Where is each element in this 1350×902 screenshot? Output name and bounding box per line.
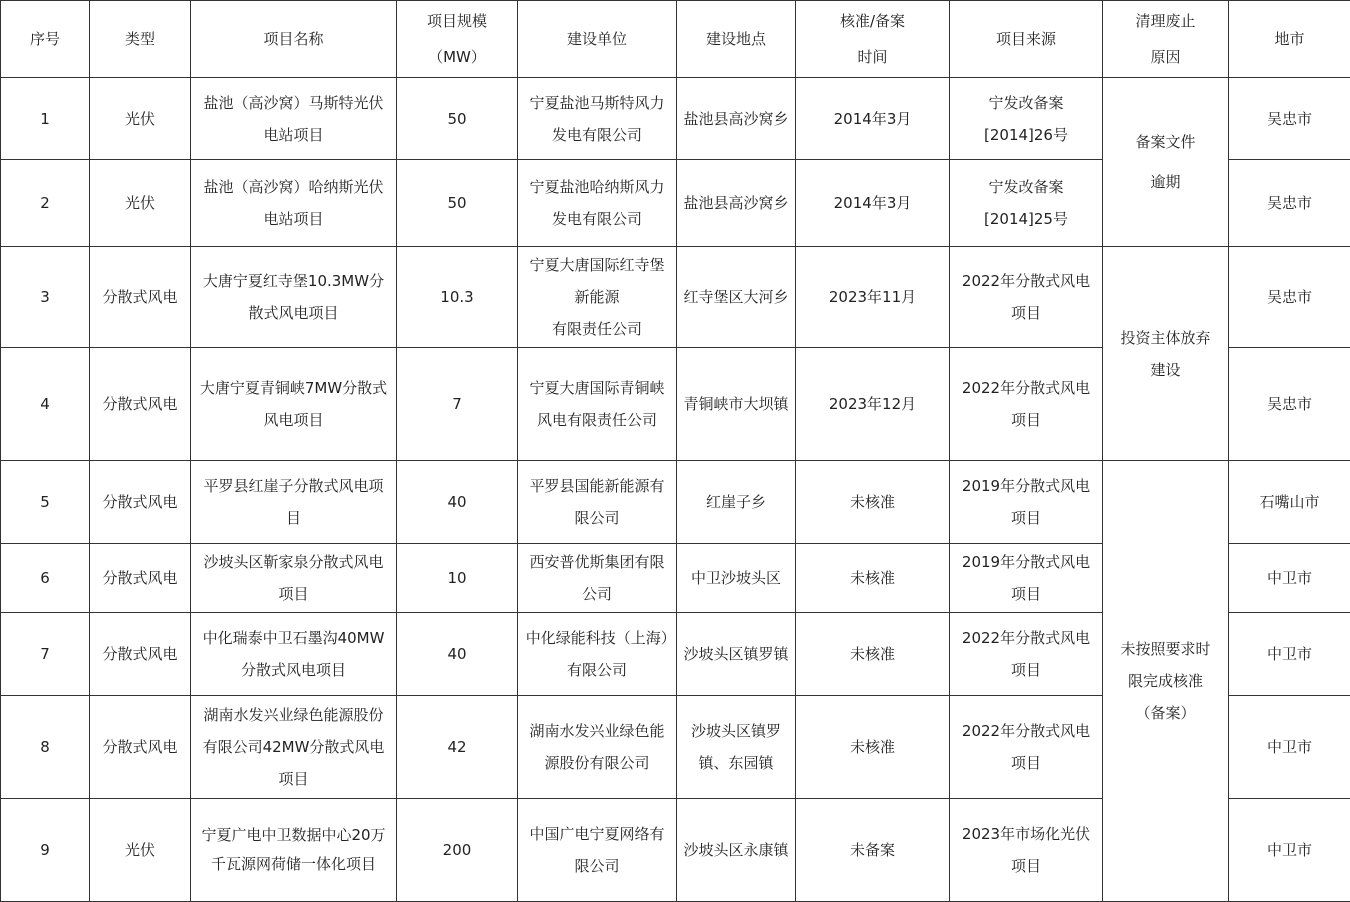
cell-source: 2022年分散式风电项目 — [950, 696, 1103, 799]
cell-reason-overdue: 未按照要求时 限完成核准 （备案） — [1103, 461, 1229, 902]
header-site: 建设地点 — [677, 1, 796, 78]
cell-type: 分散式风电 — [90, 613, 191, 696]
cell-source: 2023年市场化光伏项目 — [950, 799, 1103, 902]
cell-source: 宁发改备案 [2014]26号 — [950, 78, 1103, 160]
cell-time: 2023年11月 — [796, 247, 950, 348]
header-name: 项目名称 — [191, 1, 397, 78]
cell-scale: 40 — [397, 613, 518, 696]
cell-unit: 平罗县国能新能源有限公司 — [518, 461, 677, 544]
header-time: 核准/备案 时间 — [796, 1, 950, 78]
cell-name: 中化瑞泰中卫石墨沟40MW分散式风电项目 — [191, 613, 397, 696]
cell-site: 盐池县高沙窝乡 — [677, 160, 796, 247]
cell-name: 宁夏广电中卫数据中心20万千瓦源网荷储一体化项目 — [191, 799, 397, 902]
cell-source: 2019年分散式风电项目 — [950, 461, 1103, 544]
cell-type: 光伏 — [90, 799, 191, 902]
cell-scale: 50 — [397, 78, 518, 160]
cell-type: 光伏 — [90, 78, 191, 160]
cell-city: 中卫市 — [1229, 544, 1350, 613]
cell-site: 盐池县高沙窝乡 — [677, 78, 796, 160]
cell-source: 2019年分散式风电项目 — [950, 544, 1103, 613]
cell-name: 大唐宁夏青铜峡7MW分散式风电项目 — [191, 348, 397, 461]
cell-city: 吴忠市 — [1229, 78, 1350, 160]
cell-city: 吴忠市 — [1229, 247, 1350, 348]
cell-time: 未备案 — [796, 799, 950, 902]
cell-name: 湖南水发兴业绿色能源股份有限公司42MW分散式风电项目 — [191, 696, 397, 799]
cell-time: 2014年3月 — [796, 78, 950, 160]
cell-type: 分散式风电 — [90, 696, 191, 799]
cell-scale: 42 — [397, 696, 518, 799]
cell-site: 沙坡头区镇罗镇、东园镇 — [677, 696, 796, 799]
table-row — [1, 461, 1350, 544]
cell-unit: 宁夏大唐国际红寺堡新能源 有限责任公司 — [518, 247, 677, 348]
cell-no: 5 — [1, 461, 90, 544]
cell-time: 未核准 — [796, 696, 950, 799]
cell-type: 光伏 — [90, 160, 191, 247]
header-unit: 建设单位 — [518, 1, 677, 78]
cell-no: 2 — [1, 160, 90, 247]
cell-unit: 中化绿能科技（上海）有限公司 — [518, 613, 677, 696]
cell-no: 6 — [1, 544, 90, 613]
cell-no: 8 — [1, 696, 90, 799]
cell-source: 宁发改备案 [2014]25号 — [950, 160, 1103, 247]
cell-type: 分散式风电 — [90, 348, 191, 461]
cell-unit: 西安普优斯集团有限公司 — [518, 544, 677, 613]
cell-unit: 宁夏大唐国际青铜峡风电有限责任公司 — [518, 348, 677, 461]
cell-type: 分散式风电 — [90, 544, 191, 613]
cell-name: 盐池（高沙窝）哈纳斯光伏电站项目 — [191, 160, 397, 247]
cell-city: 中卫市 — [1229, 696, 1350, 799]
cell-time: 未核准 — [796, 613, 950, 696]
cell-time: 2014年3月 — [796, 160, 950, 247]
table-row — [1, 247, 1350, 348]
cell-scale: 200 — [397, 799, 518, 902]
cell-scale: 50 — [397, 160, 518, 247]
cell-name: 沙坡头区靳家泉分散式风电项目 — [191, 544, 397, 613]
cell-unit: 宁夏盐池哈纳斯风力发电有限公司 — [518, 160, 677, 247]
cell-site: 红崖子乡 — [677, 461, 796, 544]
cell-source: 2022年分散式风电项目 — [950, 247, 1103, 348]
cell-time: 未核准 — [796, 461, 950, 544]
cell-city: 中卫市 — [1229, 613, 1350, 696]
cell-site: 沙坡头区永康镇 — [677, 799, 796, 902]
cell-unit: 中国广电宁夏网络有限公司 — [518, 799, 677, 902]
cell-time: 2023年12月 — [796, 348, 950, 461]
cell-no: 4 — [1, 348, 90, 461]
cell-scale: 7 — [397, 348, 518, 461]
cell-source: 2022年分散式风电项目 — [950, 348, 1103, 461]
cell-no: 7 — [1, 613, 90, 696]
cell-source: 2022年分散式风电项目 — [950, 613, 1103, 696]
cell-scale: 40 — [397, 461, 518, 544]
cell-name: 大唐宁夏红寺堡10.3MW分散式风电项目 — [191, 247, 397, 348]
cell-no: 3 — [1, 247, 90, 348]
cell-no: 1 — [1, 78, 90, 160]
cell-type: 分散式风电 — [90, 247, 191, 348]
cell-type: 分散式风电 — [90, 461, 191, 544]
cell-reason-expired: 备案文件 逾期 — [1103, 78, 1229, 247]
cell-site: 沙坡头区镇罗镇 — [677, 613, 796, 696]
cell-city: 吴忠市 — [1229, 348, 1350, 461]
header-scale: 项目规模 （MW） — [397, 1, 518, 78]
cell-unit: 宁夏盐池马斯特风力发电有限公司 — [518, 78, 677, 160]
cell-reason-abandoned: 投资主体放弃 建设 — [1103, 247, 1229, 461]
header-no: 序号 — [1, 1, 90, 78]
header-city: 地市 — [1229, 1, 1350, 78]
header-source: 项目来源 — [950, 1, 1103, 78]
header-type: 类型 — [90, 1, 191, 78]
cell-name: 平罗县红崖子分散式风电项目 — [191, 461, 397, 544]
cell-no: 9 — [1, 799, 90, 902]
table-row — [1, 78, 1350, 160]
cell-name: 盐池（高沙窝）马斯特光伏电站项目 — [191, 78, 397, 160]
cell-city: 中卫市 — [1229, 799, 1350, 902]
cell-site: 红寺堡区大河乡 — [677, 247, 796, 348]
header-reason: 清理废止 原因 — [1103, 1, 1229, 78]
cell-city: 吴忠市 — [1229, 160, 1350, 247]
cell-scale: 10 — [397, 544, 518, 613]
cell-scale: 10.3 — [397, 247, 518, 348]
header-row — [1, 1, 1350, 78]
cell-site: 青铜峡市大坝镇 — [677, 348, 796, 461]
cell-unit: 湖南水发兴业绿色能源股份有限公司 — [518, 696, 677, 799]
cell-city: 石嘴山市 — [1229, 461, 1350, 544]
cell-site: 中卫沙坡头区 — [677, 544, 796, 613]
cell-time: 未核准 — [796, 544, 950, 613]
